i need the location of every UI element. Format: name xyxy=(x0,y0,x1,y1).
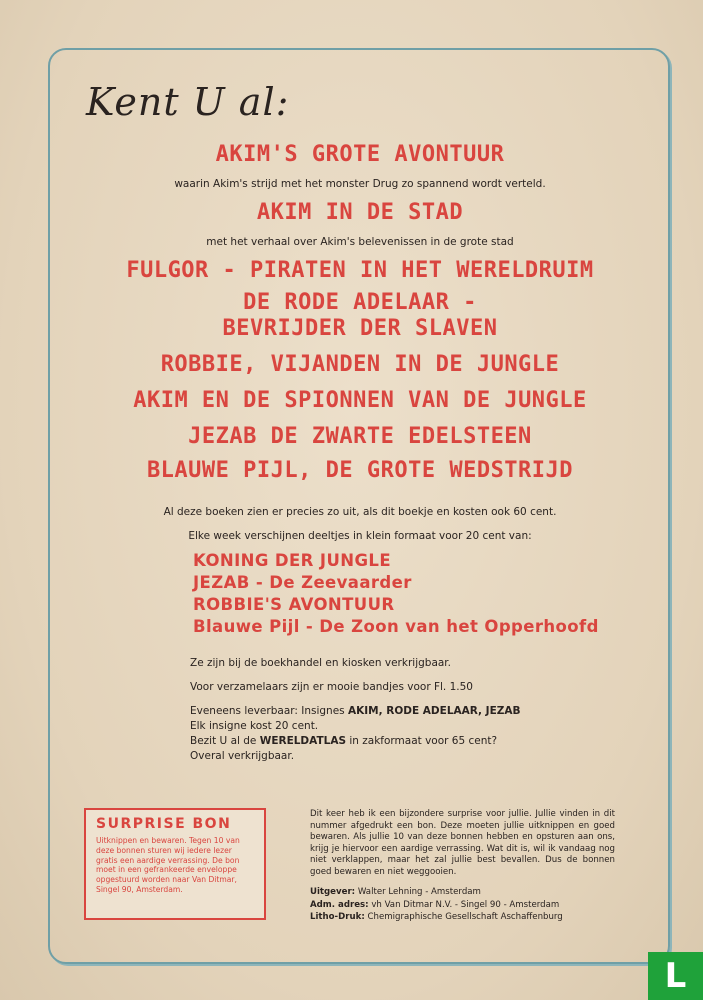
bon-text: Uitknippen en bewaren. Tegen 10 van deze bonnen sturen wij iedere lezer gratis een aardige verrassing. De bon moet in een gefrankeerde enveloppe opgestuurd worden naar Van Ditmar, Singel 90, Amsterdam. xyxy=(96,836,240,894)
atlas-name: WERELDATLAS xyxy=(259,735,347,747)
series-item: ROBBIE'S AVONTUUR xyxy=(193,595,395,614)
insignes-price: Elk insigne kost 20 cent. xyxy=(190,720,319,732)
book-title-8: BLAUWE PIJL, DE GROTE WEDSTRIJD xyxy=(146,458,574,483)
insignes-block xyxy=(190,704,521,764)
series-item: JEZAB - De Zeevaarder xyxy=(193,573,412,592)
publisher-info xyxy=(310,886,630,924)
weekly-note: Elke week verschijnen deeltjes in klein formaat voor 20 cent van: xyxy=(188,530,532,542)
book-title-6: AKIM EN DE SPIONNEN VAN DE JUNGLE xyxy=(133,388,587,413)
adres-label: Adm. adres: xyxy=(310,899,369,910)
price-note: Al deze boeken zien er precies zo uit, als dit boekje en kosten ook 60 cent. xyxy=(163,506,557,518)
book-title-5: ROBBIE, VIJANDEN IN DE JUNGLE xyxy=(160,352,560,377)
surprise-bon-coupon xyxy=(84,808,266,920)
atlas-line xyxy=(190,734,521,749)
availability-note: Ze zijn bij de boekhandel en kiosken verkrijgbaar. xyxy=(190,657,451,669)
page-heading: Kent U al: xyxy=(86,80,290,124)
publisher-line xyxy=(310,886,630,899)
atlas-prefix: Bezit U al de xyxy=(190,735,260,747)
uitgever-label: Uitgever: xyxy=(310,887,356,897)
insignes-names: AKIM, RODE ADELAAR, JEZAB xyxy=(347,705,521,717)
site-logo: L xyxy=(648,952,703,1000)
adres-value: vh Van Ditmar N.V. - Singel 90 - Amsterdam xyxy=(368,899,560,910)
book-title-2: AKIM IN DE STAD xyxy=(256,200,464,225)
series-item: Blauwe Pijl - De Zoon van het Opperhoofd xyxy=(193,617,599,636)
insignes-line xyxy=(190,704,521,719)
uitgever-value: Walter Lehning - Amsterdam xyxy=(355,887,481,897)
address-line xyxy=(310,899,630,912)
bon-title: SURPRISE BON xyxy=(96,816,232,832)
printer-line xyxy=(310,911,630,924)
surprise-text: Dit keer heb ik een bijzondere surprise voor jullie. Jullie vinden in dit nummer afgedrukt een bon. Deze moeten jullie uitknippen en goed bewaren. Als jullie 10 van deze bonnen hebben en opsturen aan ons, krijg je hiervoor een aardige verrassing. Wat dit is, wil ik vandaag nog niet verklappen, maar het zal jullie best bevallen. Dus de bonnen goed bewaren en niet weggooien. xyxy=(310,809,615,877)
druk-label: Litho-Druk: xyxy=(310,912,365,922)
book-title-1: AKIM'S GROTE AVONTUUR xyxy=(215,142,505,167)
everywhere-note: Overal verkrijgbaar. xyxy=(190,750,295,762)
collectors-note: Voor verzamelaars zijn er mooie bandjes voor Fl. 1.50 xyxy=(190,681,473,693)
insignes-prefix: Eveneens leverbaar: Insignes xyxy=(190,705,348,717)
book-subtitle-2: met het verhaal over Akim's belevenissen in de grote stad xyxy=(206,236,514,248)
druk-value: Chemigraphische Gesellschaft Aschaffenburg xyxy=(364,912,563,922)
book-title-7: JEZAB DE ZWARTE EDELSTEEN xyxy=(188,424,532,449)
series-list xyxy=(193,550,599,638)
series-item: KONING DER JUNGLE xyxy=(193,551,392,570)
book-title-4: DE RODE ADELAAR - xyxy=(243,290,477,315)
atlas-suffix: in zakformaat voor 65 cent? xyxy=(346,735,498,747)
book-title-3: FULGOR - PIRATEN IN HET WERELDRUIM xyxy=(126,258,594,283)
book-subtitle-1: waarin Akim's strijd met het monster Drug zo spannend wordt verteld. xyxy=(174,178,546,190)
book-title-4b: BEVRIJDER DER SLAVEN xyxy=(222,316,498,341)
